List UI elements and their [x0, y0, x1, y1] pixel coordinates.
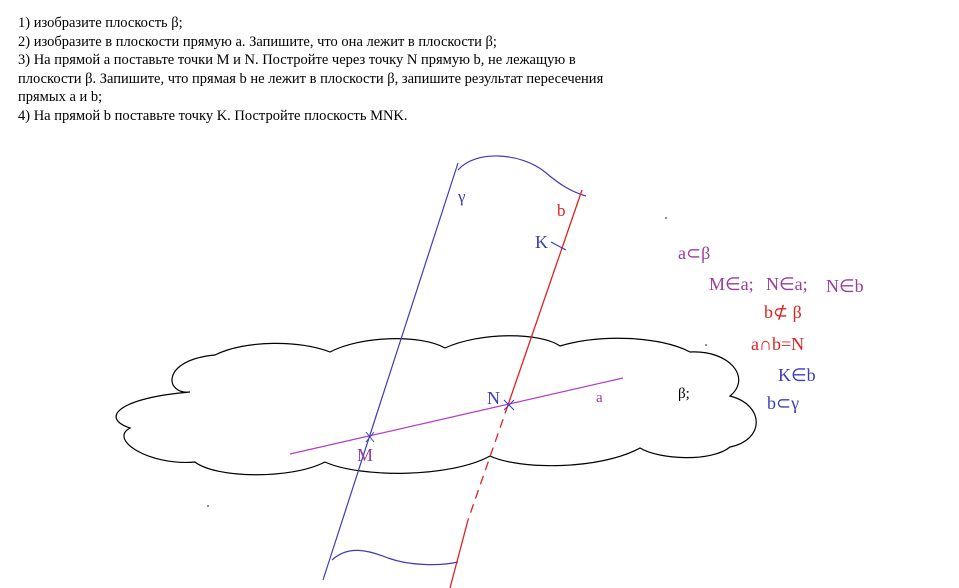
task-line-2: 2) изобразите в плоскости прямую a. Запишите, что она лежит в плоскости β; [18, 33, 497, 50]
line-b-solid-upper [508, 190, 582, 405]
note-b-not-subset-beta: b⊄ β [764, 302, 802, 322]
stray-dot [665, 217, 667, 219]
task-line-4: плоскости β. Запишите, что прямая b не лежит в плоскости β, запишите результат пересечения [18, 70, 604, 87]
label-b: b [557, 201, 566, 220]
plane-gamma-bottom-edge [332, 550, 458, 564]
task-line-1: 1) изобразите плоскость β; [18, 15, 183, 31]
note-N-in-b: N∈b [826, 276, 864, 296]
line-a [290, 378, 623, 454]
label-a: a [596, 390, 603, 406]
label-M: M [357, 445, 374, 465]
note-a-cap-b: a∩b=N [751, 334, 805, 354]
stray-dot [705, 344, 707, 346]
note-N-in-a: N∈a; [766, 274, 808, 294]
task-line-3: 3) На прямой a поставьте точки M и N. Постройте через точку N прямую b, не лежащую в [18, 52, 576, 69]
task-line-5: прямых a и b; [18, 89, 103, 106]
label-gamma: γ [458, 187, 466, 206]
task-line-6: 4) На прямой b поставьте точку K. Постройте плоскость MNK. [18, 107, 408, 124]
note-b-subset-gamma: b⊂γ [767, 393, 800, 413]
plane-gamma-top-edge [458, 156, 586, 196]
line-b-solid-lower [450, 520, 468, 588]
plane-gamma-left-edge [323, 163, 458, 580]
plane-beta-outline [116, 336, 756, 475]
label-beta: β; [678, 386, 690, 402]
stray-dot [207, 505, 209, 507]
note-K-in-b: K∈b [778, 365, 816, 385]
note-M-in-a: M∈a; [709, 274, 754, 294]
label-N: N [487, 388, 500, 408]
label-K: K [535, 232, 548, 252]
note-a-subset-beta: a⊂β [678, 243, 711, 263]
